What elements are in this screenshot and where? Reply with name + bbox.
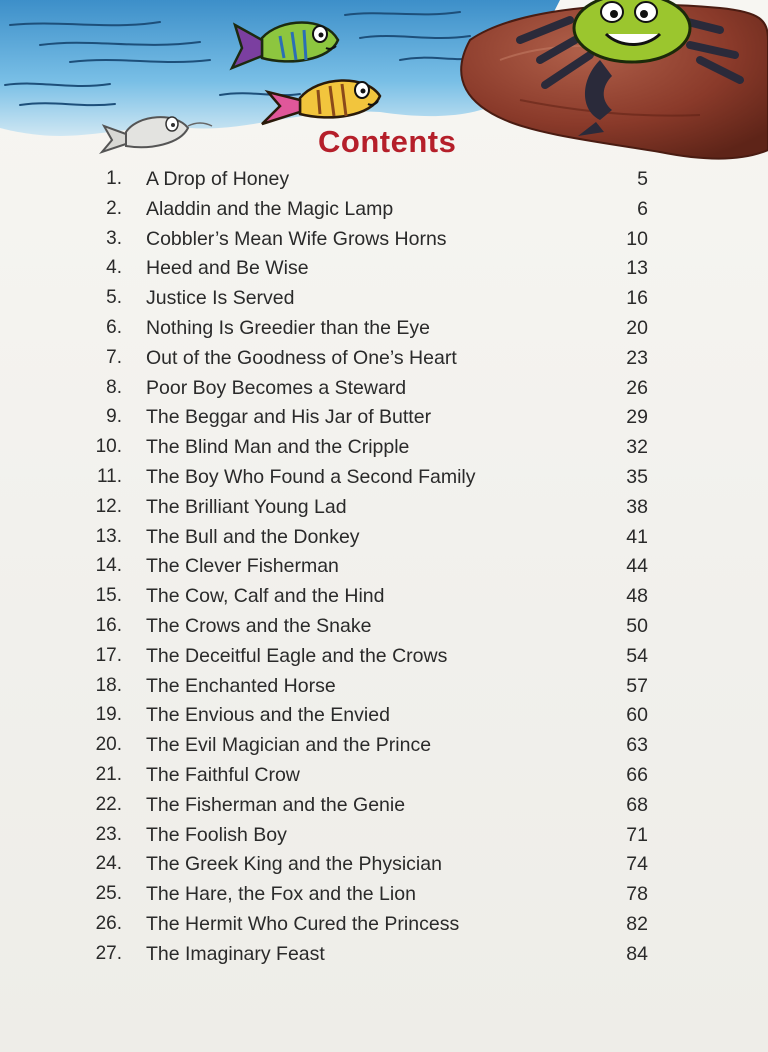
entry-number: 1. — [106, 168, 122, 189]
entry-title: The Cow, Calf and the Hind — [146, 585, 385, 608]
toc-entry — [0, 555, 768, 585]
entry-title: The Clever Fisherman — [146, 555, 339, 578]
entry-page-number: 26 — [626, 376, 648, 399]
page-title: Contents — [318, 124, 457, 159]
entry-number: 13. — [95, 525, 122, 547]
toc-entry — [0, 168, 768, 198]
entry-page-number: 10 — [626, 227, 648, 250]
entry-number: 9. — [106, 406, 122, 428]
entry-number: 27. — [95, 942, 122, 964]
entry-number: 26. — [95, 913, 122, 934]
toc-entry — [0, 764, 768, 794]
entry-page-number: 5 — [637, 168, 648, 190]
entry-number: 24. — [95, 853, 122, 875]
entry-title: The Greek King and the Physician — [146, 853, 442, 876]
entry-page-number: 6 — [637, 197, 648, 220]
entry-number: 18. — [95, 674, 122, 696]
entry-title: The Foolish Boy — [146, 823, 287, 846]
entry-number: 14. — [95, 555, 122, 577]
entry-page-number: 13 — [626, 257, 648, 280]
entry-page-number: 16 — [626, 287, 648, 310]
entry-title: The Bull and the Donkey — [146, 525, 360, 548]
entry-page-number: 57 — [626, 674, 648, 697]
toc-entry — [0, 406, 768, 436]
entry-page-number: 54 — [626, 644, 648, 667]
entry-title: The Fisherman and the Genie — [146, 793, 406, 816]
toc-entry — [0, 794, 768, 824]
entry-page-number: 63 — [626, 734, 648, 757]
entry-title: The Deceitful Eagle and the Crows — [146, 644, 448, 667]
toc-entry — [0, 198, 768, 228]
toc-entry — [0, 228, 768, 258]
toc-entry — [0, 615, 768, 645]
entry-number: 21. — [95, 764, 122, 785]
entry-title: A Drop of Honey — [146, 168, 290, 190]
entry-title: The Hare, the Fox and the Lion — [146, 883, 416, 906]
entry-number: 16. — [95, 615, 122, 636]
entry-title: Poor Boy Becomes a Steward — [146, 376, 407, 399]
toc-entry — [0, 853, 768, 883]
toc-entry — [0, 436, 768, 466]
entry-number: 11. — [96, 466, 122, 487]
entry-number: 22. — [95, 793, 122, 815]
toc-entry — [0, 913, 768, 943]
entry-page-number: 84 — [626, 942, 648, 965]
entry-number: 19. — [95, 704, 122, 726]
toc-entry — [0, 645, 768, 675]
entry-title: Aladdin and the Magic Lamp — [146, 197, 394, 220]
entry-title: The Boy Who Found a Second Family — [146, 466, 476, 488]
entry-title: The Faithful Crow — [146, 764, 300, 786]
entry-title: The Blind Man and the Cripple — [146, 436, 410, 459]
toc-entry — [0, 943, 768, 973]
entry-number: 4. — [106, 257, 122, 279]
entry-number: 3. — [106, 227, 122, 249]
entry-number: 20. — [95, 734, 122, 756]
entry-title: The Envious and the Envied — [146, 704, 390, 727]
entry-page-number: 50 — [626, 615, 648, 637]
entry-title: Heed and Be Wise — [146, 257, 309, 280]
entry-number: 7. — [106, 346, 122, 368]
entry-title: The Hermit Who Cured the Princess — [146, 913, 460, 935]
entry-number: 23. — [95, 823, 122, 845]
entry-number: 15. — [95, 585, 122, 607]
entry-page-number: 48 — [626, 585, 648, 608]
entry-number: 12. — [95, 495, 122, 517]
entry-page-number: 82 — [626, 913, 648, 935]
entry-page-number: 20 — [626, 317, 648, 339]
toc-entry — [0, 377, 768, 407]
toc-entry — [0, 585, 768, 615]
entry-page-number: 68 — [626, 793, 648, 816]
entry-title: The Imaginary Feast — [146, 942, 325, 965]
toc-entry — [0, 883, 768, 913]
entry-title: The Evil Magician and the Prince — [146, 734, 432, 757]
entry-page-number: 29 — [626, 406, 648, 429]
entry-title: The Beggar and His Jar of Butter — [146, 406, 432, 429]
toc-entry — [0, 824, 768, 854]
entry-title: Nothing Is Greedier than the Eye — [146, 317, 430, 339]
toc-entry — [0, 526, 768, 556]
toc-entry — [0, 734, 768, 764]
entry-page-number: 23 — [626, 346, 648, 369]
entry-page-number: 78 — [626, 883, 648, 906]
toc-entry — [0, 496, 768, 526]
entry-page-number: 35 — [626, 466, 648, 488]
entry-number: 25. — [95, 883, 122, 905]
entry-title: Cobbler’s Mean Wife Grows Horns — [146, 227, 447, 250]
entry-page-number: 71 — [626, 823, 648, 846]
toc-entry — [0, 287, 768, 317]
entry-page-number: 74 — [626, 853, 648, 876]
toc-entry — [0, 704, 768, 734]
toc-entry — [0, 257, 768, 287]
toc-entry — [0, 466, 768, 496]
toc-entry — [0, 317, 768, 347]
toc-entry — [0, 675, 768, 705]
entry-number: 17. — [95, 644, 122, 666]
toc-entry — [0, 347, 768, 377]
entry-number: 2. — [106, 197, 122, 219]
entry-page-number: 38 — [626, 495, 648, 518]
entry-title: The Crows and the Snake — [146, 615, 372, 637]
entry-page-number: 44 — [626, 555, 648, 578]
entry-number: 8. — [106, 376, 122, 398]
entry-page-number: 60 — [626, 704, 648, 727]
entry-number: 6. — [106, 317, 122, 338]
entry-page-number: 32 — [626, 436, 648, 459]
entry-title: Out of the Goodness of One’s Heart — [146, 346, 457, 369]
entry-page-number: 41 — [626, 525, 648, 548]
entry-title: The Brilliant Young Lad — [146, 495, 347, 518]
entry-number: 5. — [106, 287, 122, 309]
entry-title: Justice Is Served — [146, 287, 295, 310]
entry-page-number: 66 — [626, 764, 648, 786]
entry-title: The Enchanted Horse — [146, 674, 336, 697]
entry-number: 10. — [95, 436, 122, 458]
